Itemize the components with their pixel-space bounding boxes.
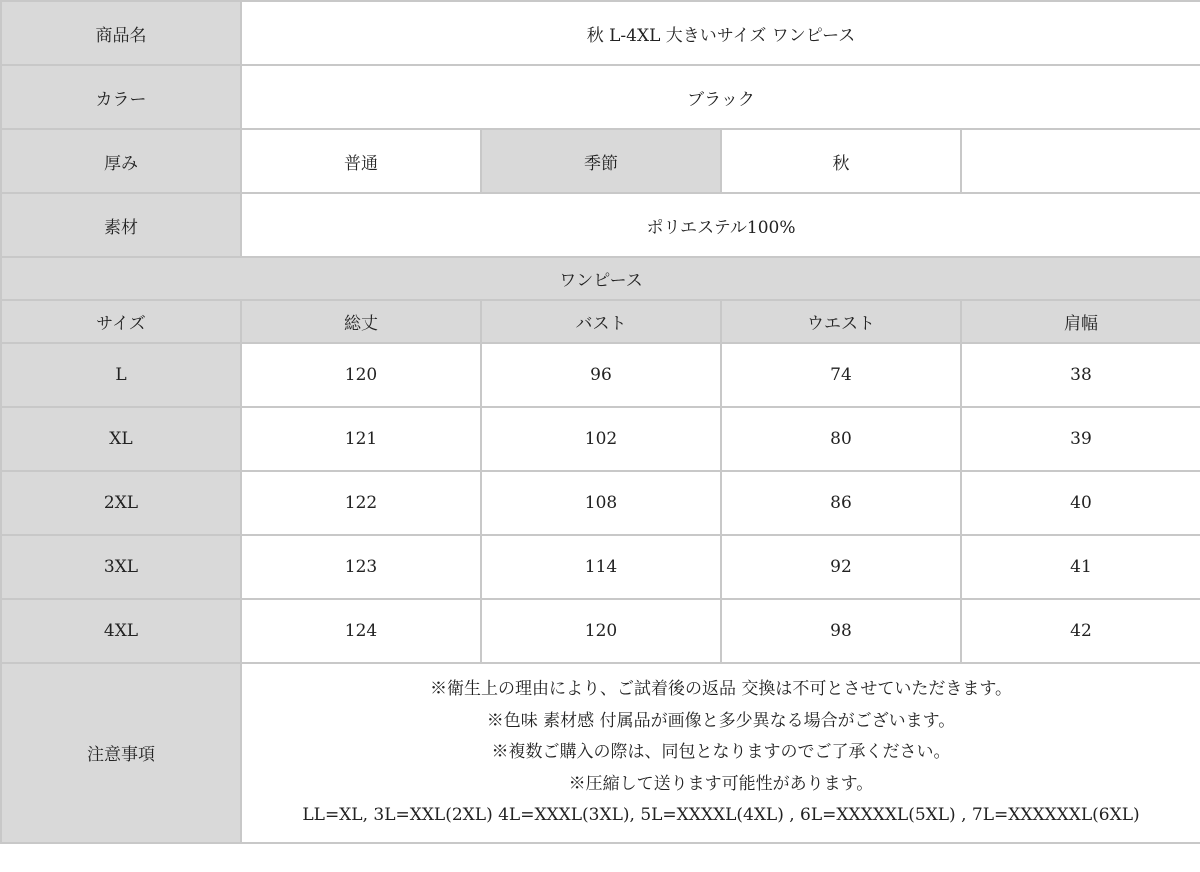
material-label: 素材 — [1, 193, 241, 257]
notes-line: ※複数ご購入の際は、同包となりますのでご了承ください。 — [491, 742, 951, 762]
season-label: 季節 — [481, 129, 721, 193]
notes-row — [1, 663, 1200, 843]
size-row — [1, 407, 1200, 471]
color-row — [1, 65, 1200, 129]
waist-value: 98 — [721, 599, 961, 663]
header-bust: バスト — [481, 300, 721, 343]
size-header-row — [1, 300, 1200, 343]
thickness-label: 厚み — [1, 129, 241, 193]
header-size: サイズ — [1, 300, 241, 343]
bust-value: 120 — [481, 599, 721, 663]
color-label: カラー — [1, 65, 241, 129]
size-label: L — [1, 343, 241, 407]
season-value: 秋 — [721, 129, 961, 193]
header-length: 総丈 — [241, 300, 481, 343]
size-row — [1, 343, 1200, 407]
bust-value: 102 — [481, 407, 721, 471]
header-shoulder: 肩幅 — [961, 300, 1200, 343]
product-name-label: 商品名 — [1, 1, 241, 65]
color-value: ブラック — [241, 65, 1200, 129]
size-label: 2XL — [1, 471, 241, 535]
waist-value: 92 — [721, 535, 961, 599]
empty-cell — [961, 129, 1200, 193]
shoulder-value: 39 — [961, 407, 1200, 471]
size-section-title: ワンピース — [1, 257, 1200, 300]
waist-value: 86 — [721, 471, 961, 535]
notes-line: ※衛生上の理由により、ご試着後の返品 交換は不可とさせていただきます。 — [429, 679, 1013, 699]
thickness-season-row — [1, 129, 1200, 193]
product-name-value: 秋 L-4XL 大きいサイズ ワンピース — [241, 1, 1200, 65]
size-label: XL — [1, 407, 241, 471]
header-waist: ウエスト — [721, 300, 961, 343]
size-row — [1, 471, 1200, 535]
bust-value: 114 — [481, 535, 721, 599]
size-label: 4XL — [1, 599, 241, 663]
size-row — [1, 535, 1200, 599]
length-value: 122 — [241, 471, 481, 535]
shoulder-value: 40 — [961, 471, 1200, 535]
size-label: 3XL — [1, 535, 241, 599]
material-row — [1, 193, 1200, 257]
notes-label: 注意事項 — [1, 663, 241, 843]
material-value: ポリエステル100% — [241, 193, 1200, 257]
notes-line: ※色味 素材感 付属品が画像と多少異なる場合がございます。 — [486, 710, 956, 731]
bust-value: 96 — [481, 343, 721, 407]
shoulder-value: 38 — [961, 343, 1200, 407]
bust-value: 108 — [481, 471, 721, 535]
length-value: 120 — [241, 343, 481, 407]
waist-value: 80 — [721, 407, 961, 471]
size-section-row — [1, 257, 1200, 300]
product-name-row — [1, 1, 1200, 65]
shoulder-value: 42 — [961, 599, 1200, 663]
waist-value: 74 — [721, 343, 961, 407]
size-row — [1, 599, 1200, 663]
length-value: 123 — [241, 535, 481, 599]
shoulder-value: 41 — [961, 535, 1200, 599]
notes-line: LL=XL, 3L=XXL(2XL) 4L=XXXL(3XL), 5L=XXXXL(4XL) , 6L=XXXXXL(5XL) , 7L=XXXXXXL(6XL) — [302, 805, 1140, 825]
notes-content — [241, 663, 1200, 843]
thickness-value: 普通 — [241, 129, 481, 193]
length-value: 121 — [241, 407, 481, 471]
length-value: 124 — [241, 599, 481, 663]
notes-line: ※圧縮して送ります可能性があります。 — [568, 773, 874, 794]
